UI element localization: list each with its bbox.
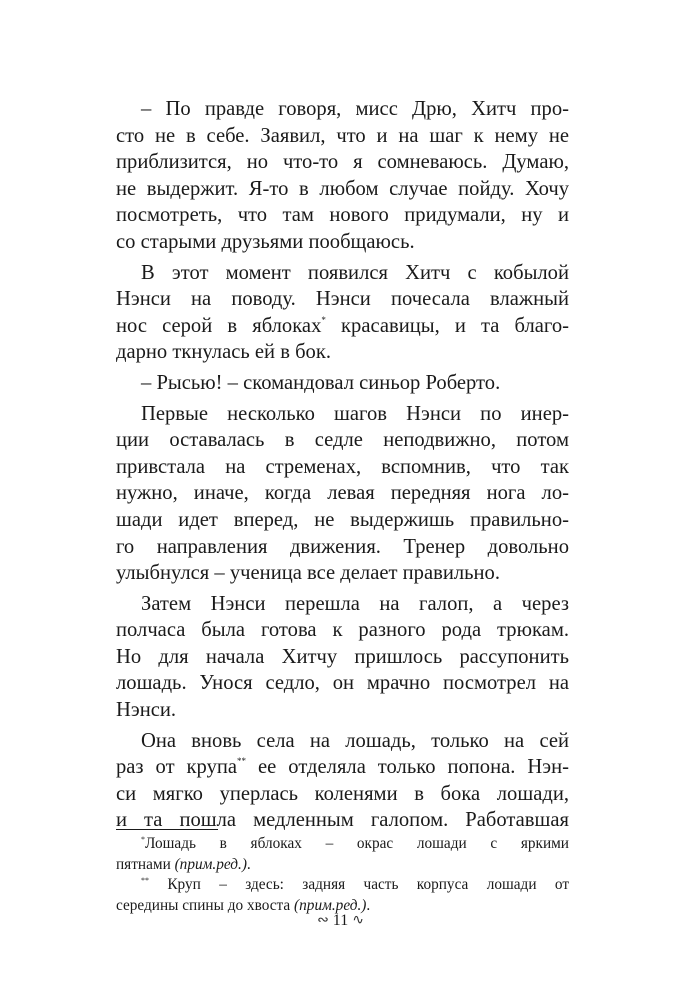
footnote-period: . bbox=[246, 855, 251, 873]
text-fragment: красавицы, и та благо- bbox=[341, 314, 569, 337]
footnote-period: . bbox=[366, 896, 371, 914]
text-fragment: нос серой в яблоках bbox=[116, 314, 322, 337]
text-fragment: раз от крупа bbox=[116, 756, 238, 779]
text-line: не выдержит. Я-то в любом случае пойду. Хочу bbox=[116, 177, 569, 200]
text-line: улыбнулся – ученица все делает правильно. bbox=[116, 562, 500, 585]
text-line: Первые несколько шагов Нэнси по инер- bbox=[141, 402, 569, 425]
footnote-mark: ** bbox=[141, 876, 149, 885]
text-line: приблизится, но что-то я сомневаюсь. Думаю, bbox=[116, 151, 569, 174]
footnote-mark: ** bbox=[237, 756, 247, 767]
footnotes bbox=[116, 834, 569, 916]
text-line: Но для начала Хитчу пришлось рассупонить bbox=[116, 645, 569, 668]
text-line bbox=[116, 754, 569, 781]
text-line: сто не в себе. Заявил, что и на шаг к нему не bbox=[116, 124, 569, 147]
footnote-mark: * bbox=[321, 314, 326, 325]
text-line: и та пошла медленным галопом. Работавшая bbox=[116, 809, 569, 832]
text-line: го направления движения. Тренер довольно bbox=[116, 535, 569, 558]
text-line bbox=[116, 313, 569, 340]
text-line: со старыми друзьями пообщаюсь. bbox=[116, 230, 415, 253]
text-line: полчаса была готова к разного рода трюкам. bbox=[116, 619, 569, 642]
text-line: шади идет вперед, не выдержишь правильно- bbox=[116, 508, 569, 531]
footnote-text: пятнами bbox=[116, 855, 175, 873]
ornament-left-icon: ∾ bbox=[317, 913, 329, 928]
footnote-line bbox=[116, 834, 569, 855]
footnote-text: Лошадь в яблоках – окрас лошади с яркими bbox=[145, 835, 569, 852]
footnote-line bbox=[116, 855, 569, 876]
footnote-divider bbox=[116, 829, 218, 830]
text-line: ции оставалась в седле неподвижно, потом bbox=[116, 429, 569, 452]
body-text bbox=[116, 96, 569, 834]
footnote-text: середины спины до хвоста bbox=[116, 896, 295, 914]
page-footer bbox=[0, 911, 681, 931]
text-line: Она вновь села на лошадь, только на сей bbox=[141, 729, 569, 752]
footnote-mark: * bbox=[141, 835, 145, 844]
text-line: посмотреть, что там нового придумали, ну и bbox=[116, 204, 569, 227]
text-line: лошадь. Унося седло, он мрачно посмотрел на bbox=[116, 672, 569, 695]
text-line: Нэнси на поводу. Нэнси почесала влажный bbox=[116, 288, 569, 311]
footnote-editor-note: (прим.ред.) bbox=[294, 896, 367, 914]
text-line: – Рысью! – скомандовал синьор Роберто. bbox=[141, 371, 501, 394]
page-number: 11 bbox=[332, 912, 349, 929]
text-line: дарно ткнулась ей в бок. bbox=[116, 341, 332, 364]
text-line: си мягко уперлась коленями в бока лошади, bbox=[116, 782, 569, 805]
footnote-editor-note: (прим.ред.) bbox=[174, 855, 247, 873]
footnote-line bbox=[116, 875, 569, 896]
text-line: Затем Нэнси перешла на галоп, а через bbox=[141, 592, 569, 615]
text-line: В этот момент появился Хитч с кобылой bbox=[141, 261, 569, 284]
text-fragment: ее отделяла только попона. Нэн- bbox=[258, 756, 569, 779]
footnote-text: Круп – здесь: задняя часть корпуса лошади от bbox=[167, 876, 569, 893]
text-line: – По правде говоря, мисс Дрю, Хитч про- bbox=[141, 98, 569, 120]
text-line: нужно, иначе, когда левая передняя нога ло- bbox=[116, 482, 569, 505]
ornament-right-icon: ∿ bbox=[352, 913, 364, 928]
text-line: Нэнси. bbox=[116, 699, 177, 722]
text-line: привстала на стременах, вспомнив, что так bbox=[116, 455, 569, 478]
